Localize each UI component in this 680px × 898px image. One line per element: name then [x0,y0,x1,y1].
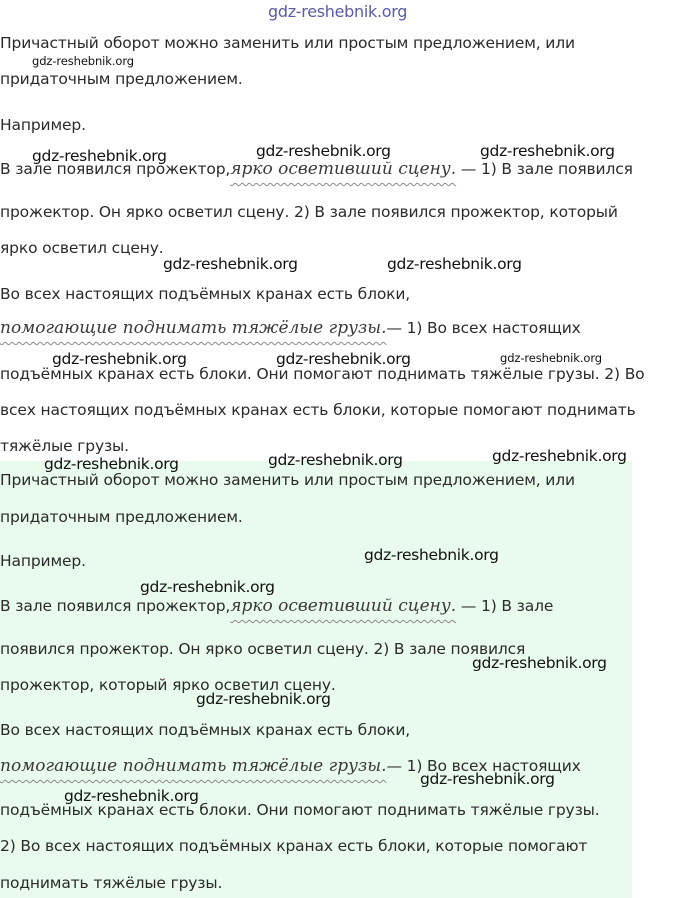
answer-example-2-line-5: поднимать тяжёлые грузы. [0,874,223,892]
answer-example-2-line-1: Во всех настоящих подъёмных кранах есть блоки, [0,721,411,739]
answer-example-label: Например. [0,552,86,570]
answer-example-1-start: В зале появился прожектор, [0,597,231,615]
watermark: gdz-reshebnik.org [196,690,331,708]
watermark: gdz-reshebnik.org [420,770,555,788]
watermark: gdz-reshebnik.org [276,350,411,368]
watermark: gdz-reshebnik.org [44,455,179,473]
example-1-tail: — 1) В зале появился [460,160,633,178]
answer-intro-line-1: Причастный оборот можно заменить или простым предложением, или [0,471,575,489]
example-1-line-2: прожектор. Он ярко осветил сцену. 2) В зале появился прожектор, который [0,203,618,221]
answer-example-1-line-2: появился прожектор. Он ярко осветил сцену. 2) В зале появился [0,640,526,658]
rule-intro-line-1: Причастный оборот можно заменить или простым предложением, или [0,34,575,52]
example-2-line-2 [0,318,581,338]
example-1-line-3: ярко осветил сцену. [0,239,164,257]
answer-example-2-line-3: подъёмных кранах есть блоки. Они помогают поднимать тяжёлые грузы. [0,801,600,819]
answer-participial-phrase-2: помогающие поднимать тяжёлые грузы. [0,756,387,776]
watermark: gdz-reshebnik.org [140,578,275,596]
answer-example-2-line-4: 2) Во всех настоящих подъёмных кранах есть блоки, которые помогают [0,837,588,855]
example-2-tail: — 1) Во всех настоящих [386,319,581,337]
answer-example-1-line-3: прожектор, который ярко осветил сцену. [0,676,336,694]
answer-example-1-line-1 [0,596,553,616]
watermark-top: gdz-reshebnik.org [268,2,408,21]
participial-phrase-2: помогающие поднимать тяжёлые грузы. [0,318,387,338]
example-2-line-3: подъёмных кранах есть блоки. Они помогают поднимать тяжёлые грузы. 2) Во [0,365,645,383]
watermark: gdz-reshebnik.org [500,351,602,365]
answer-example-2-tail: — 1) Во всех настоящих [386,757,581,775]
watermark: gdz-reshebnik.org [32,147,167,165]
example-1-start: В зале появился прожектор, [0,160,231,178]
watermark: gdz-reshebnik.org [472,654,607,672]
watermark: gdz-reshebnik.org [256,142,391,160]
answer-example-1-tail: — 1) В зале [460,597,554,615]
rule-intro-line-2: придаточным предложением. [0,70,243,88]
watermark: gdz-reshebnik.org [32,54,134,68]
watermark: gdz-reshebnik.org [52,350,187,368]
participial-phrase-1: ярко осветивший сцену. [230,159,457,179]
answer-participial-phrase-1: ярко осветивший сцену. [230,596,457,616]
example-2-line-5: тяжёлые грузы. [0,437,129,455]
example-label: Например. [0,116,86,134]
watermark: gdz-reshebnik.org [480,142,615,160]
example-2-line-4: всех настоящих подъёмных кранах есть блоки, которые помогают поднимать [0,401,636,419]
watermark: gdz-reshebnik.org [492,447,627,465]
answer-intro-line-2: придаточным предложением. [0,508,243,526]
watermark: gdz-reshebnik.org [387,255,522,273]
watermark: gdz-reshebnik.org [163,255,298,273]
watermark: gdz-reshebnik.org [64,787,199,805]
watermark: gdz-reshebnik.org [364,546,499,564]
watermark: gdz-reshebnik.org [268,451,403,469]
example-2-line-1: Во всех настоящих подъёмных кранах есть блоки, [0,285,411,303]
